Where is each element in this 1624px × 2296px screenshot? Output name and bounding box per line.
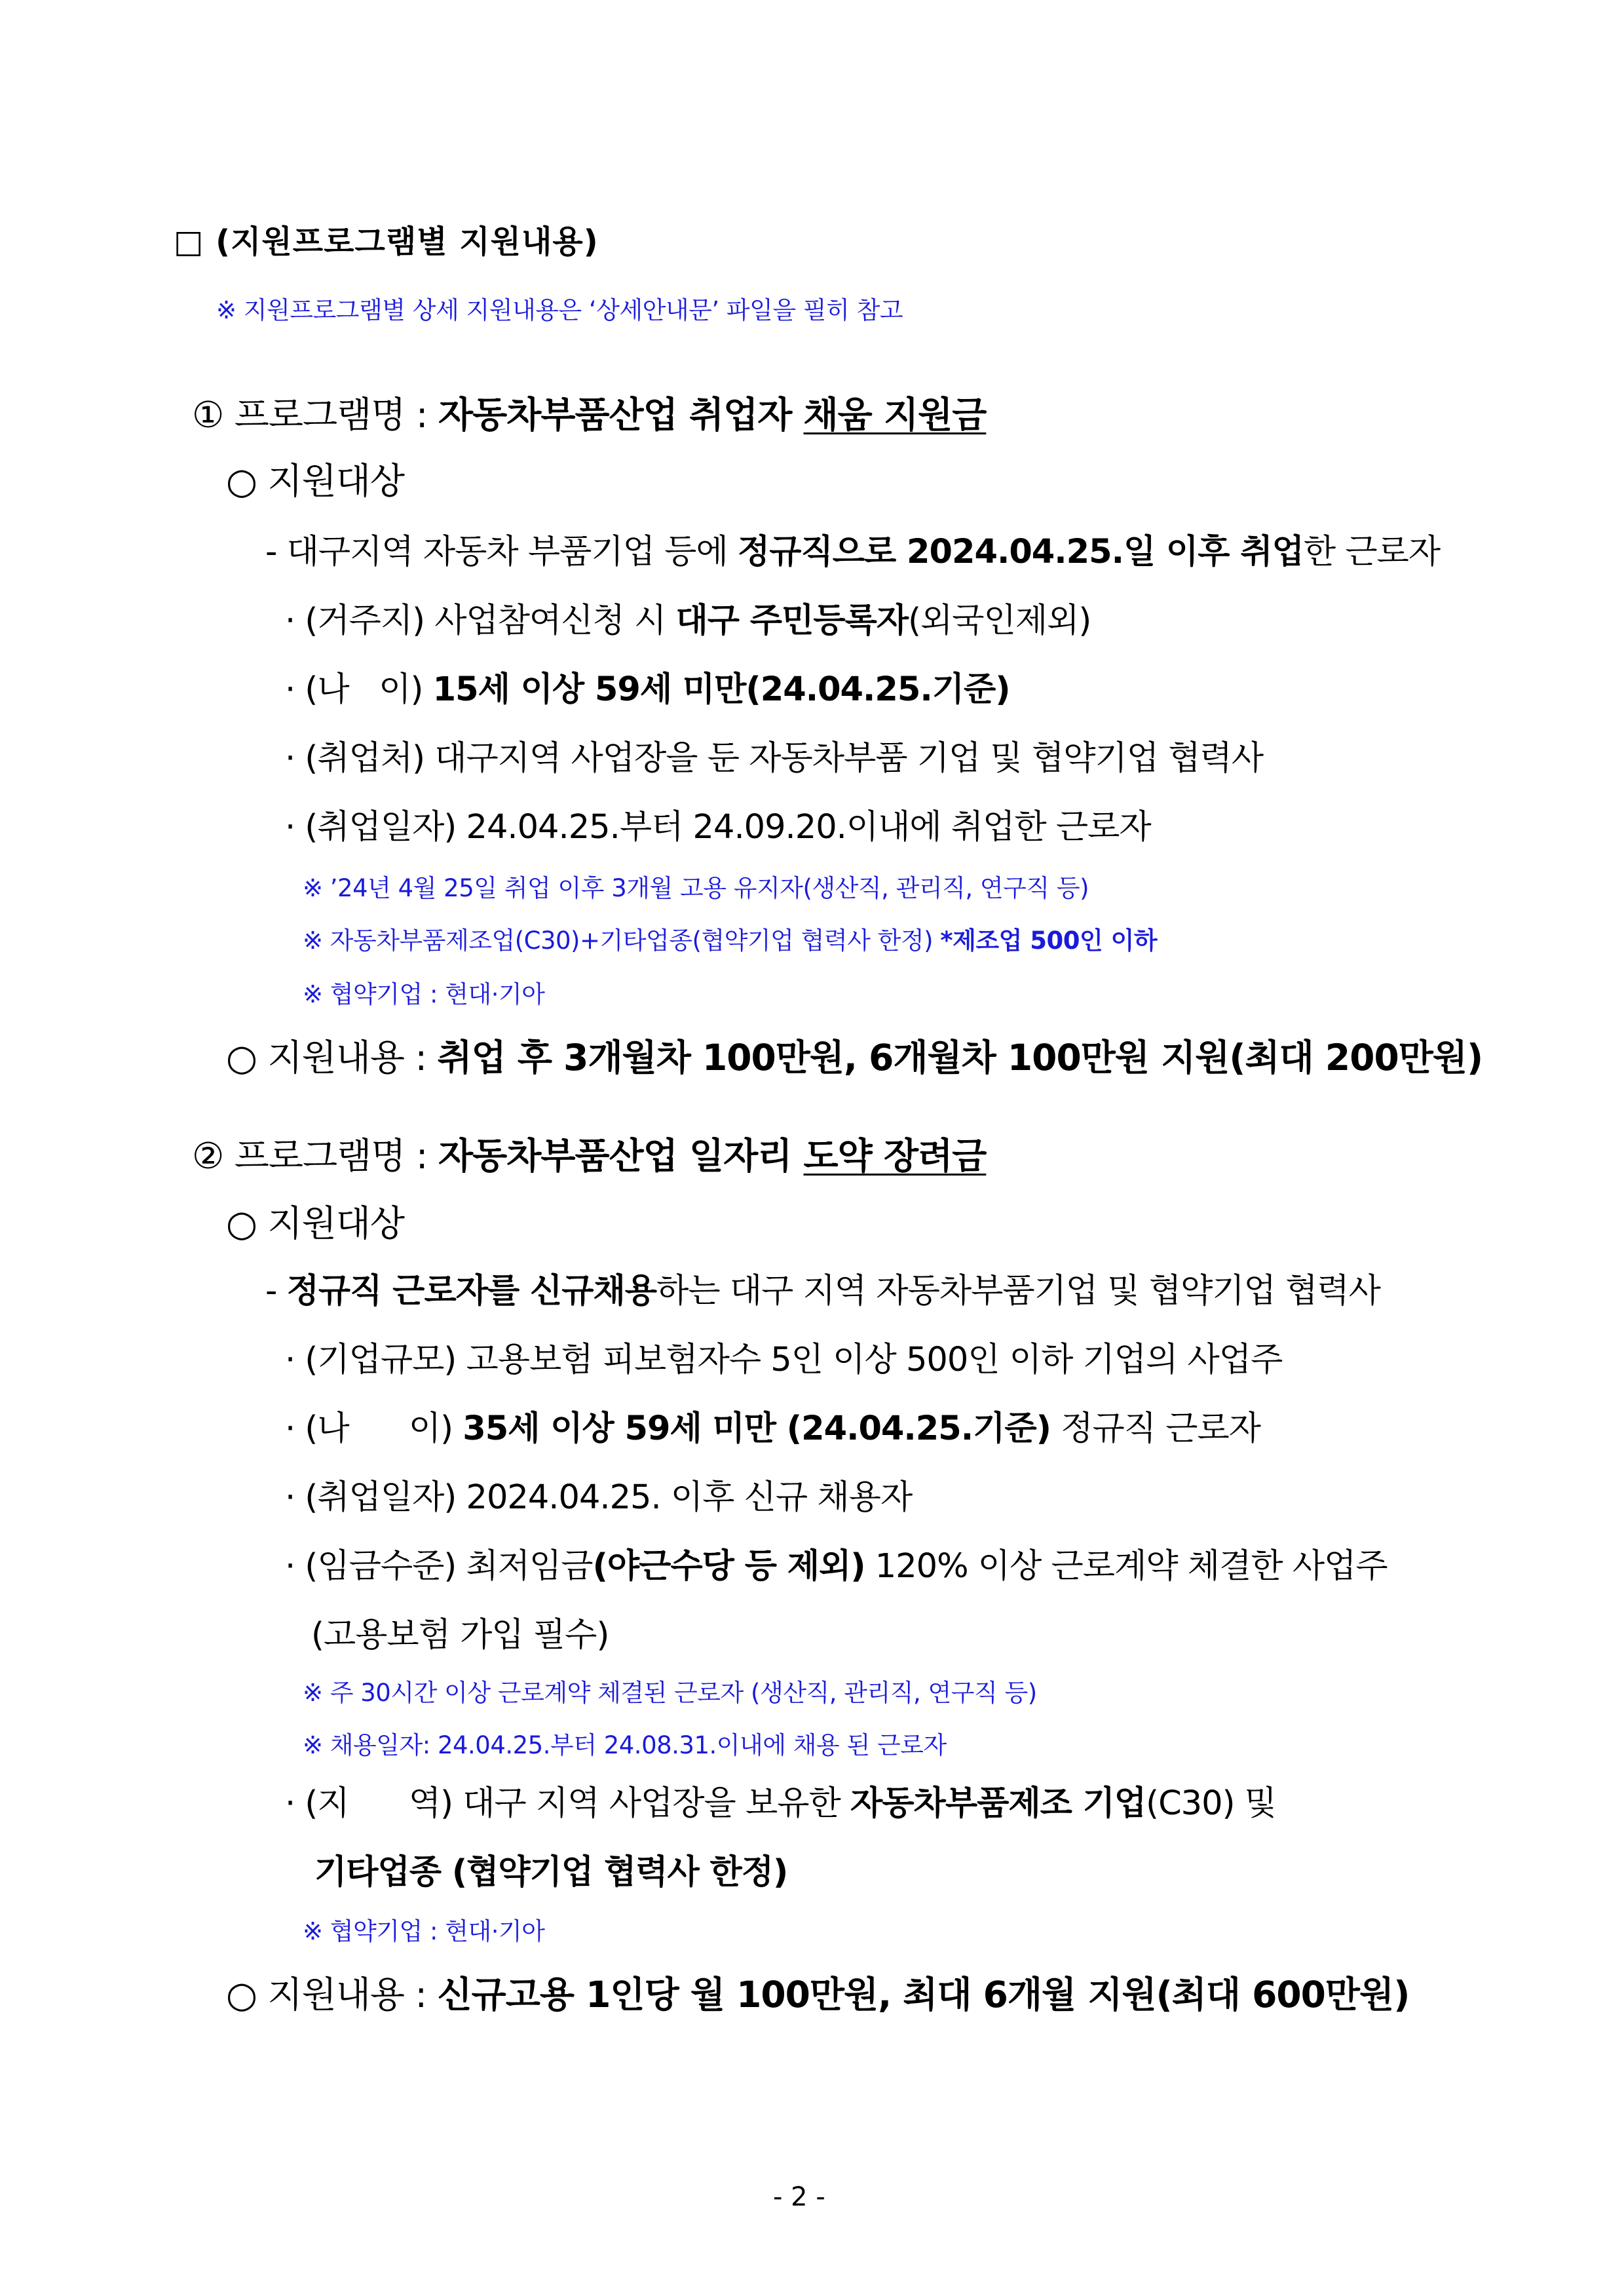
program2-item-size: · (기업규모) 고용보험 피보험자수 5인 이상 500인 이하 기업의 사업주 [285,1341,1283,1379]
text: · (지 역) 대구 지역 사업장을 보유한 [285,1784,851,1823]
program1-name-underlined: 채움 지원금 [803,394,987,436]
program2-note-2: ※ 채용일자: 24.04.25.부터 24.08.31.이내에 채용 된 근로자 [303,1731,947,1759]
text: · (나 이) [285,670,433,709]
program2-heading [192,1127,986,1179]
page-number: - 2 - [773,2182,825,2212]
text: · (거주지) 사업참여신청 시 [285,602,676,640]
program2-item-wage [285,1539,1388,1587]
support-value: 취업 후 3개월차 100만원, 6개월차 100만원 지원(최대 200만원) [437,1037,1483,1079]
text: 정규직 근로자 [1050,1409,1261,1448]
text: · (임금수준) 최저임금 [285,1547,593,1586]
program2-desc [265,1263,1380,1312]
program2-region-cont: 기타업종 (협약기업 협력사 한정) [314,1853,788,1892]
program1-note-1: ※ ’24년 4월 25일 취업 이후 3개월 고용 유지자(생산직, 관리직, 연구직 등) [303,874,1089,902]
text: - 대구지역 자동차 부품기업 등에 [265,533,738,571]
text: (C30) 및 [1146,1784,1276,1823]
program1-item-residence [285,593,1091,641]
program2-name-underlined: 도약 장려금 [803,1135,987,1177]
text-bold: 15세 이상 59세 미만(24.04.25.기준) [432,670,1010,709]
program1-item-age [285,662,1010,710]
program1-target-heading: ○ 지원대상 [226,460,404,502]
program1-item-date: · (취업일자) 24.04.25.부터 24.09.20.이내에 취업한 근로자 [285,808,1151,847]
program1-note-3: ※ 협약기업 : 현대·기아 [303,980,545,1008]
program2-item-date: · (취업일자) 2024.04.25. 이후 신규 채용자 [285,1478,913,1517]
program1-heading [192,386,986,438]
program2-note-1: ※ 주 30시간 이상 근로계약 체결된 근로자 (생산직, 관리직, 연구직 등) [303,1679,1037,1707]
program1-note-2 [303,921,1157,956]
program2-name: 자동차부품산업 일자리 [438,1135,804,1177]
text: ※ 자동차부품제조업(C30)+기타업종(협약기업 협력사 한정) [303,927,941,955]
text: 한 근로자 [1303,533,1441,571]
program1-desc [265,524,1440,573]
program1-item-workplace: · (취업처) 대구지역 사업장을 둔 자동차부품 기업 및 협약기업 협력사 [285,739,1264,778]
program1-name: 자동차부품산업 취업자 [438,394,804,436]
text-bold: 정규직 근로자를 신규채용 [286,1272,657,1311]
program2-wage-cont: (고용보험 가입 필수) [311,1616,609,1655]
intro-note: ※ 지원프로그램별 상세 지원내용은 ‘상세안내문’ 파일을 필히 참고 [216,296,903,324]
text-bold: *제조업 500인 이하 [940,927,1158,955]
program2-region-note: ※ 협약기업 : 현대·기아 [303,1917,545,1945]
support-label: ○ 지원내용 : [226,1974,438,2016]
checkbox-square-icon: □ [174,223,204,260]
program2-support [226,1966,1409,2018]
program2-label: ② 프로그램명 : [192,1135,438,1177]
text: 하는 대구 지역 자동차부품기업 및 협약기업 협력사 [656,1272,1380,1311]
support-label: ○ 지원내용 : [226,1037,438,1079]
program1-label: ① 프로그램명 : [192,394,438,436]
program2-target-heading: ○ 지원대상 [226,1202,404,1244]
program2-item-age [285,1401,1260,1449]
text-bold: 자동차부품제조 기업 [850,1784,1146,1823]
text-bold: 정규직으로 2024.04.25.일 이후 취업 [737,533,1304,571]
section-title: (지원프로그램별 지원내용) [216,223,599,260]
text: - [265,1272,287,1311]
text-bold: (야근수당 등 제외) [592,1547,865,1586]
support-value: 신규고용 1인당 월 100만원, 최대 6개월 지원(최대 600만원) [437,1974,1410,2016]
text-bold: 35세 이상 59세 미만 (24.04.25.기준) [463,1409,1051,1448]
text-bold: 대구 주민등록자 [675,602,909,640]
program2-item-region [285,1776,1276,1824]
text: · (나 이) [285,1409,463,1448]
section-heading [174,216,599,261]
text: 120% 이상 근로계약 체결한 사업주 [865,1547,1388,1586]
text: (외국인제외) [908,602,1091,640]
program1-support [226,1029,1482,1081]
